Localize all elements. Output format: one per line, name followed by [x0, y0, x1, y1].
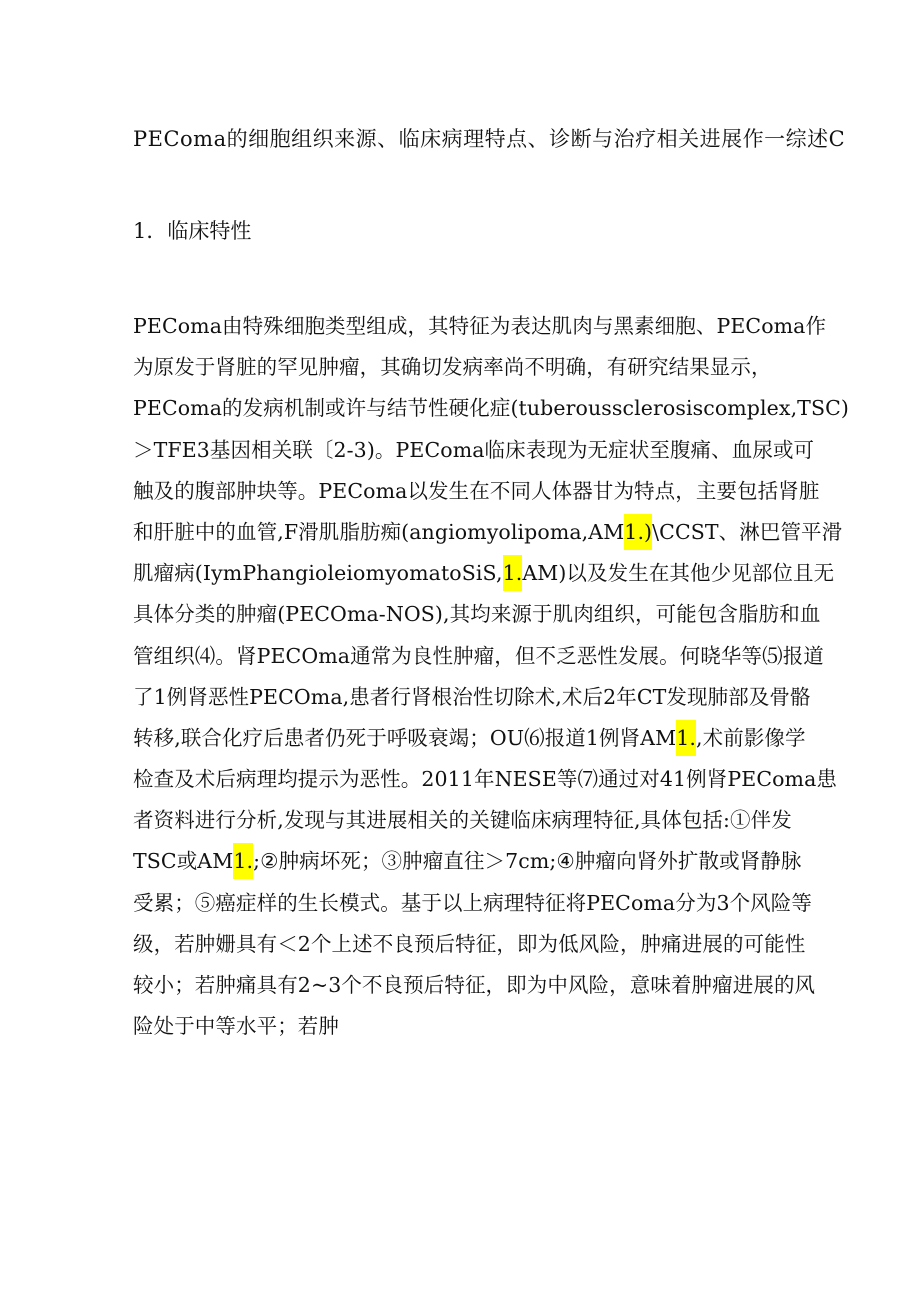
- body-paragraph: [133, 306, 849, 1047]
- text-segment: 和肝脏中的血管,F滑肌脂肪痴(angiomyolipoma,AM: [133, 519, 625, 544]
- text-line: [133, 553, 835, 594]
- text-line: [133, 594, 821, 635]
- text-segment: TSC或AM: [133, 849, 234, 874]
- document-title: PEComa的细胞组织来源、临床病理特点、诊断与治疗相关进展作一综述C: [133, 127, 846, 151]
- text-segment: PEComa的发病机制或许与结节性硬化症(tuberoussclerosiscomplex,TSC): [133, 396, 849, 421]
- text-segment: 险处于中等水平；若肿: [133, 1014, 339, 1039]
- text-segment: AM)以及发生在其他少见部位且无: [522, 561, 835, 586]
- text-segment: \CCST、淋巴管平滑: [652, 519, 843, 544]
- highlight-mark: 1.: [676, 720, 696, 756]
- text-segment: 受累；⑤癌症样的生长模式。基于以上病理特征将PEComa分为3个风险等: [133, 890, 812, 915]
- text-line: [133, 677, 811, 718]
- highlight-mark: 1.): [624, 514, 652, 550]
- text-segment: ;②肿病坏死；③肿瘤直往＞7cm;④肿瘤向肾外扩散或肾静脉: [253, 849, 802, 874]
- text-line: [133, 759, 838, 800]
- highlight-mark: 1.: [503, 555, 523, 591]
- text-segment: 管组织⑷。肾PECOma通常为良性肿瘤，但不乏恶性发展。何晓华等⑸报道: [133, 643, 824, 668]
- text-segment: ,术前影像学: [696, 725, 806, 750]
- text-line: [133, 388, 849, 429]
- text-segment: ＞TFE3基因相关联〔2-3)。PEComa临床表现为无症状至腹痛、血尿或可: [133, 437, 815, 462]
- text-line: [133, 347, 793, 388]
- text-line: [133, 471, 820, 512]
- text-segment: 者资料进行分析,发现与其进展相关的关键临床病理特征,具体包括:①伴发: [133, 808, 792, 833]
- text-segment: 检查及术后病理均提示为恶性。2011年NESE等⑺通过对41例肾PEComa患: [133, 767, 838, 792]
- text-line: [133, 1006, 793, 1047]
- text-segment: 具体分类的肿瘤(PECOma-NOS),其均来源于肌肉组织，可能包含脂肪和血: [133, 602, 821, 627]
- text-line: [133, 430, 815, 471]
- text-line: [133, 965, 816, 1006]
- text-line: [133, 800, 793, 841]
- text-line: [133, 306, 827, 347]
- text-segment: 触及的腹部肿块等。PEComa以发生在不同人体器甘为特点，主要包括肾脏: [133, 478, 820, 503]
- text-segment: 了1例肾恶性PECOma,患者行肾根治性切除术,术后2年CT发现肺部及骨骼: [133, 684, 811, 709]
- text-segment: 级，若肿姗具有＜2个上述不良预后特征，即为低风险，肿痛进展的可能性: [133, 931, 806, 956]
- text-segment: PEComa由特殊细胞类型组成，其特征为表达肌肉与黑素细胞、PEComa作: [133, 314, 827, 338]
- text-line: [133, 636, 824, 677]
- text-segment: 肌瘤病(IymPhangioleiomyomatoSiS,: [133, 561, 503, 586]
- text-line: [133, 718, 806, 759]
- text-segment: 转移,联合化疗后患者仍死于呼吸衰竭；OU⑹报道1例肾AM: [133, 725, 677, 750]
- text-line: [133, 512, 843, 553]
- section-heading: 1．临床特性: [133, 219, 252, 243]
- text-line: [133, 924, 806, 965]
- text-segment: 为原发于肾脏的罕见肿瘤，其确切发病率尚不明确，有研究结果显示，: [133, 355, 772, 380]
- text-segment: 较小；若肿痛具有2~3个不良预后特征，即为中风险，意味着肿瘤进展的风: [133, 973, 816, 997]
- text-line: [133, 883, 812, 924]
- text-line: [133, 841, 802, 882]
- highlight-mark: 1.: [233, 843, 253, 879]
